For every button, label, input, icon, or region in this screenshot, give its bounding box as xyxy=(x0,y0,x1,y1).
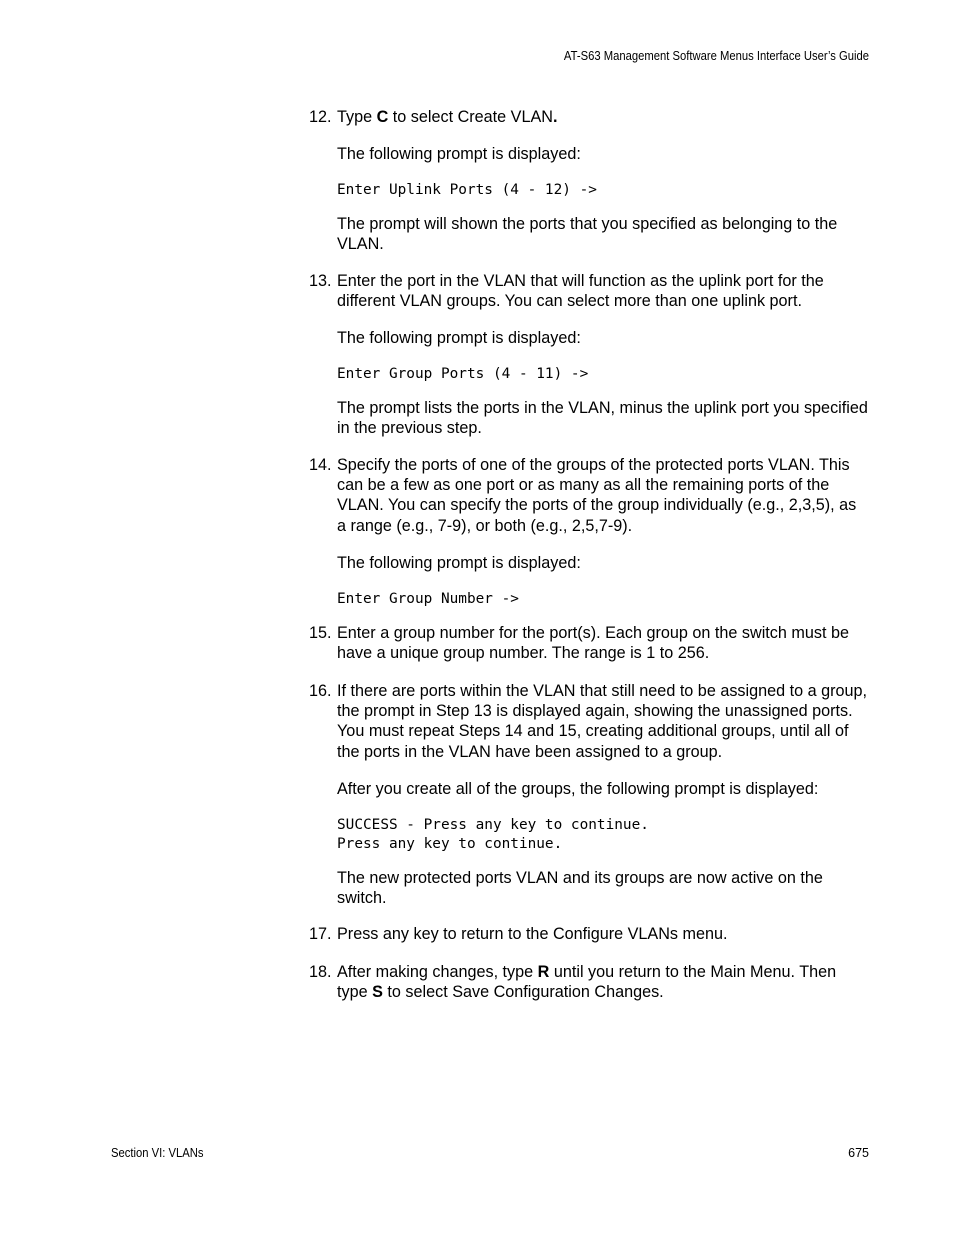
step-18: 18. After making changes, type R until you return to the Main Menu. Then type S to select Save Configuration Changes. xyxy=(309,962,837,1002)
footer-section: Section VI: VLANs xyxy=(111,1146,204,1160)
code-prompt: Enter Group Number -> xyxy=(337,590,519,607)
step-17: 17. Press any key to return to the Configure VLANs menu. xyxy=(309,925,728,944)
key-r: R xyxy=(537,962,550,981)
step-number: 12. xyxy=(309,108,332,126)
step-number: 13. xyxy=(309,271,332,290)
procedure-steps xyxy=(309,107,869,1020)
code-line: Press any key to continue. xyxy=(337,835,563,852)
code-prompt: Enter Group Ports (4 - 11) -> xyxy=(337,365,589,382)
paragraph: The following prompt is displayed: xyxy=(337,329,581,348)
step-number: 15. xyxy=(309,623,332,642)
step-number: 14. xyxy=(309,455,332,474)
step-15: 15. Enter a group number for the port(s). Each group on the switch must be have a unique group number. The range is 1 to 256. xyxy=(309,623,849,663)
code-line: SUCCESS - Press any key to continue. xyxy=(337,816,649,833)
page-number: 675 xyxy=(848,1146,869,1160)
paragraph: The new protected ports VLAN and its groups are now active on the switch. xyxy=(337,868,823,907)
code-prompt: Enter Uplink Ports (4 - 12) -> xyxy=(337,181,597,198)
step-number: 18. xyxy=(309,962,332,981)
paragraph: The following prompt is displayed: xyxy=(337,554,581,573)
running-header: AT-S63 Management Software Menus Interface User’s Guide xyxy=(563,49,869,63)
paragraph: The prompt will shown the ports that you specified as belonging to the VLAN. xyxy=(337,214,838,254)
step-16: 16. If there are ports within the VLAN that still need to be assigned to a group, the prompt in Step 13 is displayed again, showing the unassigned ports. You must repeat Steps 14 and 15, creating additional groups, until all of the ports in the VLAN have been assigned to a group. xyxy=(309,681,868,761)
step-14: 14. Specify the ports of one of the groups of the protected ports VLAN. This can be a few as one port or as many as all the remaining ports of the VLAN. You can specify the ports of the group individually (e.g., 2,3,5), as a range (e.g., 7-9), or both (e.g., 2,5,7-9). xyxy=(309,455,857,535)
step-number: 16. xyxy=(309,681,332,700)
step-number: 17. xyxy=(309,925,332,944)
paragraph: The prompt lists the ports in the VLAN, minus the uplink port you specified in the previous step. xyxy=(337,398,868,438)
key-s: S xyxy=(372,983,383,1002)
paragraph: The following prompt is displayed: xyxy=(337,145,581,164)
key-c: C xyxy=(376,108,389,126)
code-prompt xyxy=(337,816,869,854)
step-12: 12. Type C to select Create VLAN. xyxy=(309,108,558,126)
step-13: 13. Enter the port in the VLAN that will function as the uplink port for the different VLAN groups. You can select more than one uplink port. xyxy=(309,271,824,311)
paragraph: After you create all of the groups, the following prompt is displayed: xyxy=(337,780,819,799)
